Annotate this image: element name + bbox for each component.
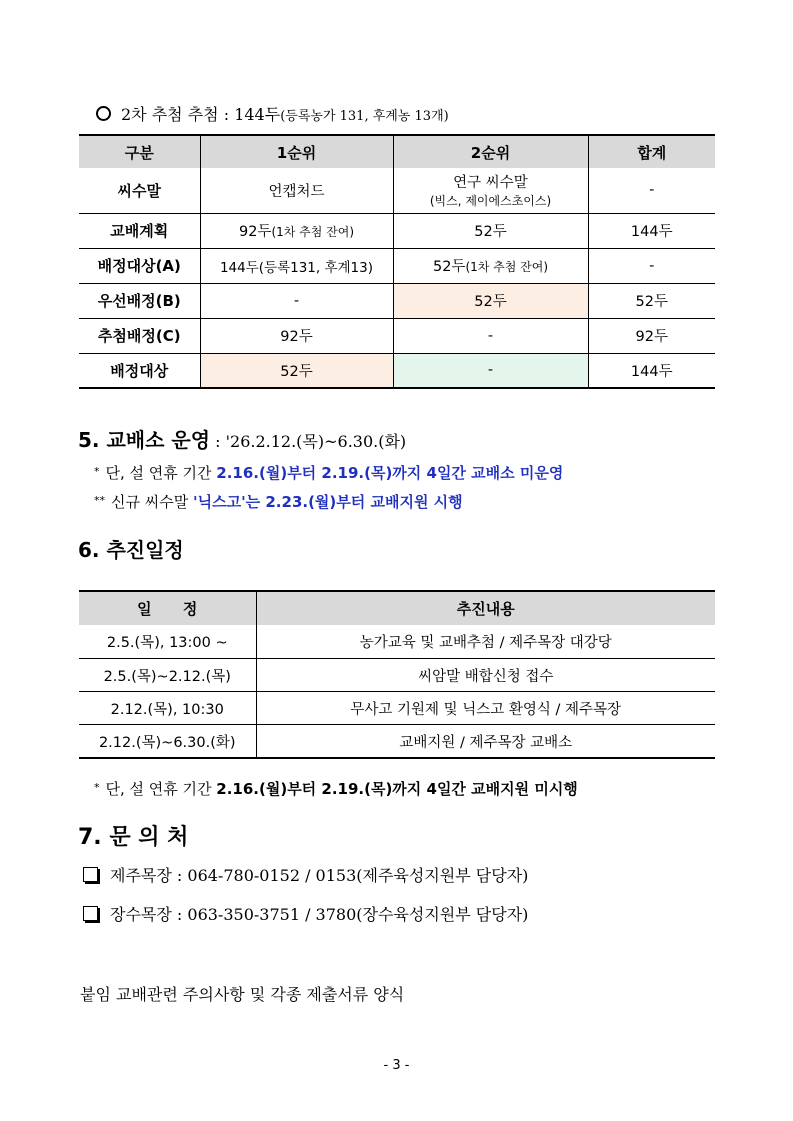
row-label: 추첨배정(C) xyxy=(79,318,200,353)
table-row xyxy=(79,318,715,353)
table-cell: - xyxy=(393,318,588,353)
note-text: 신규 씨수말 xyxy=(111,493,193,511)
note-mark: * xyxy=(94,781,100,794)
row-label: 배정대상 xyxy=(79,353,200,388)
cell-value: 52두 xyxy=(432,259,466,275)
section-6-heading: 6. 추진일정 xyxy=(78,538,184,562)
row-label: 배정대상(A) xyxy=(79,248,200,283)
header-content: 추진내용 xyxy=(256,591,715,625)
note-holiday xyxy=(94,462,563,483)
header-date: 일 정 xyxy=(79,591,256,625)
section-5-heading xyxy=(78,424,406,453)
table-cell: 144두 xyxy=(588,213,715,248)
stallion-name: 연구 씨수말 xyxy=(453,175,528,192)
schedule-date: 2.5.(목)~2.12.(목) xyxy=(79,659,256,692)
cell-note: (1차 추첨 잔여) xyxy=(271,225,355,239)
table-header-row xyxy=(79,591,715,625)
schedule-table xyxy=(79,590,715,759)
table-cell: - xyxy=(588,248,715,283)
cell-note: (1차 추첨 잔여) xyxy=(465,260,549,274)
schedule-date: 2.12.(목)~6.30.(화) xyxy=(79,725,256,759)
note-mark: ** xyxy=(94,494,105,507)
table-row xyxy=(79,213,715,248)
lottery-summary-detail: (등록농가 131, 후계농 13개) xyxy=(280,109,449,124)
schedule-content: 농가교육 및 교배추첨 / 제주목장 대강당 xyxy=(256,625,715,659)
table-row xyxy=(79,625,715,659)
table-cell: 144두 xyxy=(588,353,715,388)
section-period: : '26.2.12.(목)~6.30.(화) xyxy=(210,432,407,451)
schedule-date: 2.5.(목), 13:00 ~ xyxy=(79,625,256,659)
schedule-content: 씨암말 배합신청 접수 xyxy=(256,659,715,692)
hollow-circle-icon xyxy=(96,106,111,121)
table-cell: 52두 xyxy=(588,283,715,318)
schedule-content: 교배지원 / 제주목장 교배소 xyxy=(256,725,715,759)
row-label: 우선배정(B) xyxy=(79,283,200,318)
header-priority-2: 2순위 xyxy=(393,135,588,168)
note-holiday-support xyxy=(94,778,578,799)
note-text: 단, 설 연휴 기간 xyxy=(105,464,217,482)
contact-text: 제주목장 : 064-780-0152 / 0153(제주육성지원부 담당자) xyxy=(110,866,529,885)
row-label: 씨수말 xyxy=(79,168,200,213)
note-emphasis: '닉스고'는 2.23.(월)부터 교배지원 시행 xyxy=(193,493,463,511)
table-cell xyxy=(393,168,588,213)
note-emphasis: 2.16.(월)부터 2.19.(목)까지 4일간 교배소 미운영 xyxy=(216,464,564,482)
row-label: 교배계획 xyxy=(79,213,200,248)
contact-jangsu xyxy=(83,902,528,925)
header-category: 구분 xyxy=(79,135,200,168)
table-cell: - xyxy=(200,283,393,318)
table-cell: 92두 xyxy=(200,318,393,353)
table-cell: 52두 xyxy=(393,213,588,248)
page-number: - 3 - xyxy=(383,1058,410,1073)
table-cell xyxy=(393,248,588,283)
table-header-row xyxy=(79,135,715,168)
table-cell: - xyxy=(393,353,588,388)
header-total: 합계 xyxy=(588,135,715,168)
lottery-summary-line xyxy=(96,102,449,125)
note-text: 단, 설 연휴 기간 xyxy=(105,780,217,798)
note-emphasis: 2.16.(월)부터 2.19.(목)까지 4일간 교배지원 미시행 xyxy=(216,780,578,798)
table-cell: - xyxy=(588,168,715,213)
table-row xyxy=(79,725,715,759)
table-row xyxy=(79,353,715,388)
note-new-stallion xyxy=(94,491,463,512)
lottery-summary-text: 2차 추첨 추첨 : 144두 xyxy=(121,105,281,124)
allocation-table xyxy=(79,134,715,389)
attachment-line: 붙임 교배관련 주의사항 및 각종 제출서류 양식 xyxy=(80,985,405,1004)
table-cell: 52두 xyxy=(200,353,393,388)
note-mark: * xyxy=(94,465,100,478)
checkbox-icon xyxy=(83,867,98,882)
schedule-content: 무사고 기원제 및 닉스고 환영식 / 제주목장 xyxy=(256,692,715,725)
table-row xyxy=(79,692,715,725)
header-priority-1: 1순위 xyxy=(200,135,393,168)
cell-value: 92두 xyxy=(238,224,272,240)
checkbox-icon xyxy=(83,906,98,921)
table-cell: 언캡처드 xyxy=(200,168,393,213)
table-cell xyxy=(200,213,393,248)
table-cell: 92두 xyxy=(588,318,715,353)
table-row xyxy=(79,283,715,318)
table-cell: 52두 xyxy=(393,283,588,318)
table-row xyxy=(79,659,715,692)
table-cell: 144두(등록131, 후계13) xyxy=(200,248,393,283)
section-7-heading: 7. 문 의 처 xyxy=(78,825,189,850)
contact-text: 장수목장 : 063-350-3751 / 3780(장수육성지원부 담당자) xyxy=(110,905,529,924)
section-title: 5. 교배소 운영 xyxy=(78,428,211,452)
schedule-date: 2.12.(목), 10:30 xyxy=(79,692,256,725)
table-row xyxy=(79,168,715,213)
table-row xyxy=(79,248,715,283)
stallion-detail: (빅스, 제이에스초이스) xyxy=(429,194,552,209)
contact-jeju xyxy=(83,863,528,886)
